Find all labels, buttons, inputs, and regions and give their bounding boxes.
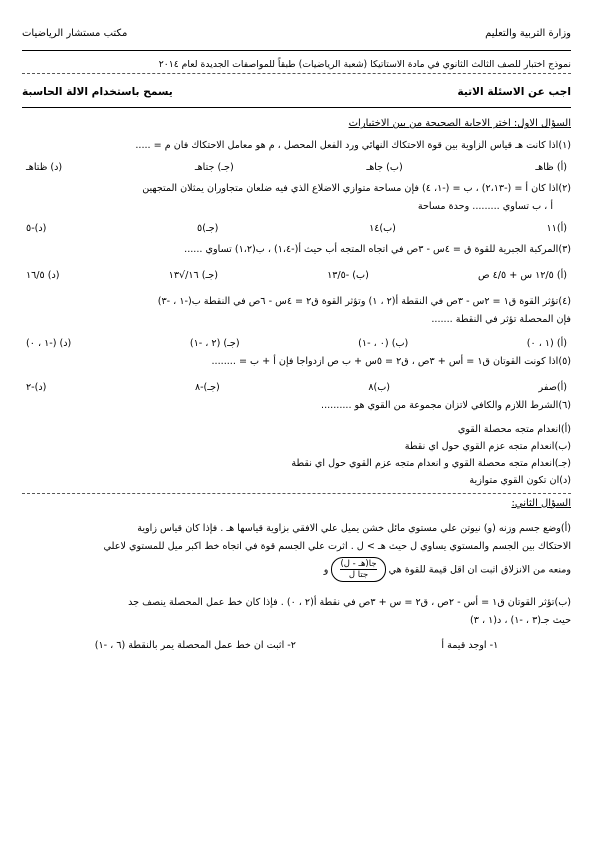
option: (جـ) (٢ ، -١) (189, 337, 240, 349)
q2-part-a (22, 520, 571, 582)
fraction-numerator: جا(هـ - ل) (340, 558, 377, 569)
answer-choice: (د)ان تكون القوي متوازية (469, 474, 571, 486)
option: (جـ)-٨ (194, 381, 220, 393)
option: (ب) (٠ ، -١) (358, 337, 409, 349)
option: (ب) جاهـ (366, 161, 403, 173)
q1-item-4-stem-cont: فإن المحصلة تؤثر في النقطة ....... (431, 313, 571, 325)
instruction-calculator: يسمح باستخدام الالة الحاسبة (22, 86, 173, 99)
q1-item-4-stem: (٤)تؤثر القوة ق١ = ٢س - ٣ص في النقطة أ(٢ ، ١) وتؤثر القوة ق٢ = ٤س - ٦ص في النقطة ب(-١ ، -٣) (157, 295, 571, 307)
subtitle-divider (22, 73, 571, 74)
q2-b-requirements (22, 640, 571, 652)
q1-item-3-stem: (٣)المركبة الجبرية للقوة ق = ٤س - ٣ص في اتجاه المتجه أب حيث أ(-١،٤) ، ب(١،٢) تساوي ...... (184, 243, 571, 255)
option: (د)-٢ (26, 381, 47, 393)
weight-symbol: و (323, 564, 329, 576)
option: (جـ)٥ (197, 222, 219, 234)
instructions-divider (22, 107, 571, 108)
option: (ب)١٤ (369, 222, 396, 234)
q1-item-6-stem: (٦)الشرط اللازم والكافي لاتزان مجموعة من القوي هو .......... (321, 399, 571, 411)
q1-item-2-stem: (٢)اذا كان أ = (-٢،١٣) ، ب = (-١، ٤) فإن مساحة متوازي الاضلاع الذي فيه ضلعان متجاوران يمثلان المتجهين (142, 182, 571, 194)
q2-b-line-2: حيث جـ(٣ ، -١) ، د(١ ، ٣) (470, 615, 571, 627)
option: (د) ١٦/٥ (26, 269, 60, 281)
page-header (22, 28, 571, 41)
requirement-2: ٢- اثبت ان خط عمل المحصلة يمر بالنقطة (٦ ، -١) (94, 640, 296, 652)
q2-a-line-3-text: ومنعه من الانزلاق اثبت ان اقل قيمة للقوة هي (388, 564, 571, 576)
exam-subtitle: نموذج اختبار للصف الثالث الثانوي في مادة الاستاتيكا (شعبة الرياضيات) طبقاً للمواصفات الجديدة لعام ٢٠١٤ (158, 58, 571, 70)
q2-a-line-1: (أ)وضع جسم وزنه (و) نيوتن علي مستوي مائل خشن يميل علي الافقي بزاوية قياسها هـ . فإذا كان قياس زاوية (137, 523, 571, 535)
ministry-name: وزارة التربية والتعليم (485, 28, 571, 39)
question-1-heading: السؤال الاول: اختر الاجابة الصحيحة من بين الاختيارات (348, 118, 571, 130)
instructions-row (22, 86, 571, 99)
option: (د) (-١ ، ٠) (26, 337, 72, 349)
requirement-1: ١- اوجد قيمة أ (441, 640, 499, 652)
answer-choice: (جـ)انعدام متجه محصلة القوي و انعدام متجه عزم القوي حول اي نقطة (291, 457, 571, 469)
q1-item-5-stem: (٥)اذا كونت القوتان ق١ = أس + ٣ص ، ق٢ = ٥س + ب ص ازدواجا فإن أ + ب = ........ (211, 355, 571, 367)
option: (جـ) ١٦/√١٣ (168, 269, 218, 281)
instruction-answer: اجب عن الاسئلة الاتية (457, 86, 571, 99)
q1-item-2-stem-cont: أ ، ب تساوي ......... وحدة مساحة (417, 200, 553, 212)
q1-item-1-options (22, 162, 571, 174)
question-divider (22, 493, 571, 494)
office-name: مكتب مستشار الرياضيات (22, 28, 128, 39)
q1-item-4-options (22, 338, 571, 350)
option: (جـ) جتاهـ (194, 161, 234, 173)
option: (د)-٥ (26, 222, 47, 234)
q2-part-b (22, 594, 571, 630)
q2-b-line-1: (ب)تؤثر القوتان ق١ = أس - ٢ص ، ق٢ = س + ٣ص في نقطة أ(٢ ، ٠) . فإذا كان خط عمل المحصلة ينصف جد (128, 596, 571, 608)
q1-item-2-options (22, 223, 571, 235)
q2-a-line-2: الاحتكاك بين الجسم والمستوي يساوي ل حيث هـ > ل . اثرت علي الجسم قوة في اتجاه خط اكبر ميل للمستوي لاعلي (103, 541, 571, 553)
q1-item-5-options (22, 382, 571, 394)
min-force-fraction (331, 557, 385, 582)
option: (ب)٨ (368, 381, 391, 393)
option: (أ)صفر (538, 381, 567, 393)
option: (أ) ظاهـ (535, 161, 567, 173)
option: (أ) (١ ، ٠) (526, 337, 567, 349)
answer-choice: (ب)انعدام متجه عزم القوي حول اي نقطة (404, 440, 571, 452)
q2-a-line-3 (22, 557, 571, 582)
option: (أ)١١ (546, 222, 567, 234)
header-divider (22, 50, 571, 51)
q1-item-1-stem: (١)اذا كانت هـ قياس الزاوية بين قوة الاحتكاك النهائي ورد الفعل المحصل ، م هو معامل الاحتكاك فان م = ..... (135, 139, 571, 151)
q1-item-3-options (22, 270, 571, 282)
option: (د) ظتاهـ (26, 161, 63, 173)
option: (ب) -١٣/٥ (327, 269, 369, 281)
answer-choice: (أ)انعدام متجه محصلة القوي (457, 423, 571, 435)
option: (أ) ١٢/٥ س + ٤/٥ ص (477, 269, 567, 281)
question-2-heading: السؤال الثاني: (511, 497, 571, 509)
fraction-denominator: جتا ل (340, 569, 376, 580)
q1-item-6-answers (22, 424, 571, 487)
